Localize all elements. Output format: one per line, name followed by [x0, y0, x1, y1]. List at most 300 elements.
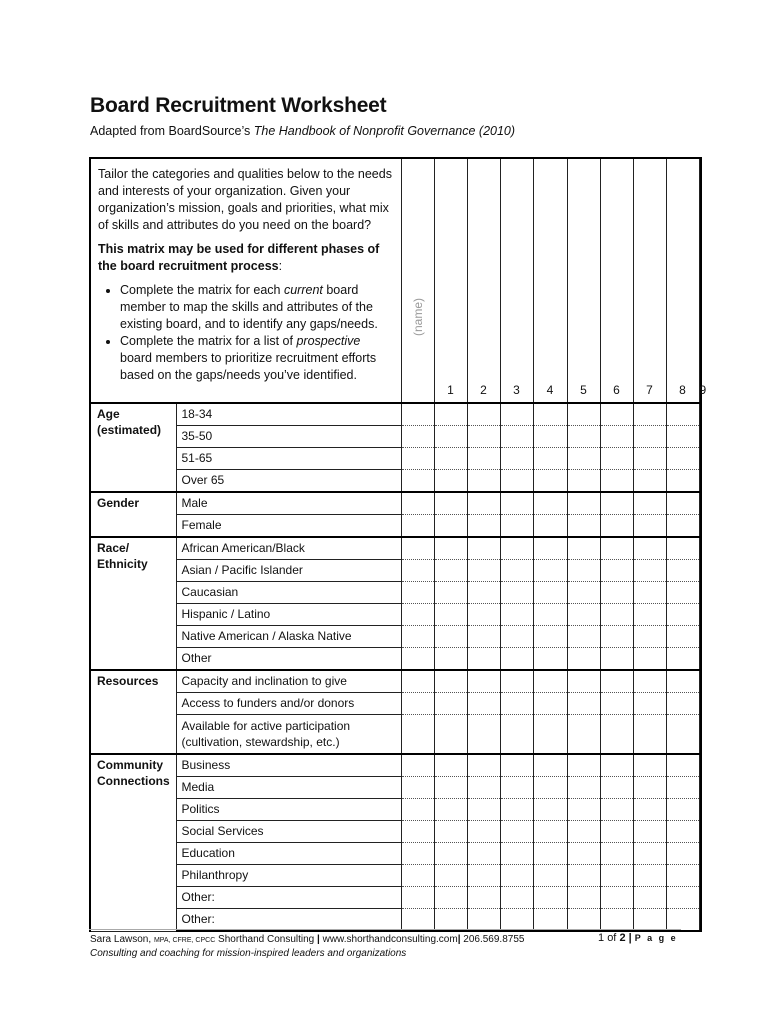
quality-label: Other:: [176, 887, 401, 909]
quality-label: Social Services: [176, 821, 401, 843]
matrix-cell[interactable]: [600, 821, 633, 843]
matrix-cell[interactable]: [533, 777, 567, 799]
quality-row: [90, 865, 701, 887]
matrix-cell[interactable]: [434, 799, 467, 821]
matrix-cell[interactable]: [401, 626, 434, 648]
matrix-cell[interactable]: [666, 754, 699, 777]
matrix-cell[interactable]: [401, 777, 434, 799]
matrix-cell[interactable]: [699, 754, 701, 777]
matrix-cell[interactable]: [600, 887, 633, 909]
bullet-text: Complete the matrix for each: [120, 283, 284, 297]
matrix-cell[interactable]: [434, 604, 467, 626]
matrix-cell[interactable]: [633, 626, 666, 648]
column-number: 6: [613, 383, 620, 397]
matrix-cell[interactable]: [699, 799, 701, 821]
matrix-cell[interactable]: [567, 887, 600, 909]
matrix-cell[interactable]: [600, 560, 633, 582]
matrix-cell[interactable]: [567, 448, 600, 470]
matrix-cell[interactable]: [666, 582, 699, 604]
category-label: [90, 670, 176, 754]
matrix-cell[interactable]: [699, 821, 701, 843]
quality-row: [90, 470, 701, 493]
matrix-cell[interactable]: [533, 626, 567, 648]
matrix-cell[interactable]: [467, 887, 500, 909]
matrix-cell[interactable]: [434, 426, 467, 448]
matrix-cell[interactable]: [666, 715, 699, 755]
matrix-cell[interactable]: [434, 670, 467, 693]
matrix-cell[interactable]: [401, 754, 434, 777]
matrix-cell[interactable]: [600, 403, 633, 426]
matrix-cell[interactable]: [500, 754, 533, 777]
matrix-cell[interactable]: [699, 515, 701, 538]
matrix-cell[interactable]: [401, 715, 434, 755]
matrix-cell[interactable]: [699, 470, 701, 493]
quality-row: [90, 693, 701, 715]
matrix-cell[interactable]: [434, 403, 467, 426]
matrix-cell[interactable]: [434, 560, 467, 582]
matrix-cell[interactable]: [500, 448, 533, 470]
matrix-cell[interactable]: [600, 670, 633, 693]
quality-row: [90, 777, 701, 799]
quality-label: African American/Black: [176, 537, 401, 560]
matrix-cell[interactable]: [434, 515, 467, 538]
page-word: P a g e: [634, 933, 678, 943]
quality-row: [90, 715, 701, 755]
matrix-cell[interactable]: [633, 821, 666, 843]
quality-row: [90, 843, 701, 865]
matrix-cell[interactable]: [567, 648, 600, 671]
recruitment-matrix: [89, 157, 707, 932]
matrix-cell[interactable]: [500, 799, 533, 821]
quality-row: [90, 648, 701, 671]
matrix-cell[interactable]: [500, 909, 533, 932]
member-column-header: [633, 158, 666, 403]
category-label-line: Ethnicity: [97, 557, 148, 571]
matrix-cell[interactable]: [500, 582, 533, 604]
matrix-cell[interactable]: [467, 909, 500, 932]
matrix-cell[interactable]: [500, 515, 533, 538]
matrix-cell[interactable]: [699, 560, 701, 582]
matrix-cell[interactable]: [567, 670, 600, 693]
quality-row: [90, 754, 701, 777]
matrix-cell[interactable]: [699, 670, 701, 693]
matrix-cell[interactable]: [401, 492, 434, 515]
matrix-cell[interactable]: [567, 604, 600, 626]
column-number: 4: [546, 383, 554, 397]
matrix-cell[interactable]: [467, 537, 500, 560]
footer-website: www.shorthandconsulting.com: [322, 934, 458, 945]
matrix-cell[interactable]: [567, 560, 600, 582]
matrix-cell[interactable]: [500, 715, 533, 755]
matrix-cell[interactable]: [500, 537, 533, 560]
matrix-cell[interactable]: [533, 799, 567, 821]
matrix-cell[interactable]: [666, 560, 699, 582]
matrix-cell[interactable]: [600, 537, 633, 560]
matrix-cell[interactable]: [500, 626, 533, 648]
matrix-cell[interactable]: [699, 426, 701, 448]
matrix-cell[interactable]: [434, 821, 467, 843]
matrix-cell[interactable]: [633, 777, 666, 799]
matrix-cell[interactable]: [533, 403, 567, 426]
matrix-cell[interactable]: [467, 777, 500, 799]
intro-paragraph: Tailor the categories and qualities below to the needs and interests of your organization. Given your organization’s mission, goals and priorities, what mix of skills and attributes do you need on the board?: [98, 167, 392, 232]
matrix-cell[interactable]: [666, 537, 699, 560]
matrix-cell[interactable]: [467, 754, 500, 777]
matrix-cell[interactable]: [666, 470, 699, 493]
matrix-cell[interactable]: [533, 648, 567, 671]
matrix-cell[interactable]: [567, 799, 600, 821]
quality-label: Access to funders and/or donors: [176, 693, 401, 715]
matrix-header-row: [90, 158, 701, 403]
matrix-cell[interactable]: [500, 777, 533, 799]
matrix-cell[interactable]: [434, 626, 467, 648]
matrix-cell[interactable]: [434, 887, 467, 909]
footer-separator: |: [457, 934, 461, 945]
matrix-cell[interactable]: [567, 626, 600, 648]
matrix-cell[interactable]: [633, 670, 666, 693]
matrix-cell[interactable]: [500, 403, 533, 426]
matrix-cell[interactable]: [567, 693, 600, 715]
matrix-cell[interactable]: [666, 693, 699, 715]
matrix-cell[interactable]: [401, 582, 434, 604]
intro-bullet-prospective: [120, 333, 395, 384]
matrix-cell[interactable]: [467, 448, 500, 470]
matrix-cell[interactable]: [500, 843, 533, 865]
quality-label: 18-34: [176, 403, 401, 426]
matrix-cell[interactable]: [567, 537, 600, 560]
matrix-cell[interactable]: [467, 492, 500, 515]
matrix-cell[interactable]: [633, 426, 666, 448]
quality-label: 35-50: [176, 426, 401, 448]
matrix-cell[interactable]: [500, 865, 533, 887]
matrix-cell[interactable]: [533, 492, 567, 515]
matrix-cell[interactable]: [699, 448, 701, 470]
quality-row: [90, 448, 701, 470]
matrix-cell[interactable]: [567, 843, 600, 865]
matrix-cell[interactable]: [401, 648, 434, 671]
matrix-cell[interactable]: [401, 909, 434, 932]
matrix-cell[interactable]: [401, 799, 434, 821]
matrix-cell[interactable]: [600, 693, 633, 715]
matrix-cell[interactable]: [533, 537, 567, 560]
matrix-cell[interactable]: [467, 515, 500, 538]
matrix-cell[interactable]: [467, 560, 500, 582]
quality-row: [90, 821, 701, 843]
matrix-cell[interactable]: [500, 426, 533, 448]
matrix-cell[interactable]: [434, 715, 467, 755]
matrix-cell[interactable]: [467, 715, 500, 755]
matrix-cell[interactable]: [401, 865, 434, 887]
matrix-cell[interactable]: [500, 560, 533, 582]
category-label-line: Resources: [97, 674, 159, 688]
matrix-cell[interactable]: [600, 604, 633, 626]
matrix-cell[interactable]: [567, 492, 600, 515]
matrix-cell[interactable]: [600, 582, 633, 604]
matrix-cell[interactable]: [633, 515, 666, 538]
matrix-cell[interactable]: [533, 470, 567, 493]
matrix-cell[interactable]: [666, 426, 699, 448]
matrix-cell[interactable]: [600, 426, 633, 448]
column-number: 5: [580, 383, 587, 397]
document-title: Board Recruitment Worksheet: [90, 94, 387, 117]
member-column-header: [467, 158, 500, 403]
matrix-cell[interactable]: [699, 777, 701, 799]
quality-row: [90, 604, 701, 626]
matrix-cell[interactable]: [633, 909, 666, 932]
matrix-cell[interactable]: [699, 693, 701, 715]
matrix-cell[interactable]: [666, 821, 699, 843]
quality-label: Education: [176, 843, 401, 865]
matrix-cell[interactable]: [666, 843, 699, 865]
matrix-cell[interactable]: [699, 865, 701, 887]
matrix-cell[interactable]: [434, 492, 467, 515]
matrix-cell[interactable]: [533, 515, 567, 538]
matrix-cell[interactable]: [567, 909, 600, 932]
matrix-cell[interactable]: [500, 887, 533, 909]
matrix-cell[interactable]: [699, 648, 701, 671]
matrix-cell[interactable]: [633, 560, 666, 582]
quality-row: [90, 537, 701, 560]
matrix-cell[interactable]: [467, 799, 500, 821]
matrix-cell[interactable]: [467, 670, 500, 693]
matrix-cell[interactable]: [633, 604, 666, 626]
matrix-cell[interactable]: [567, 777, 600, 799]
matrix-cell[interactable]: [633, 754, 666, 777]
matrix-cell[interactable]: [500, 470, 533, 493]
matrix-cell[interactable]: [633, 470, 666, 493]
matrix-cell[interactable]: [600, 626, 633, 648]
matrix-cell[interactable]: [401, 604, 434, 626]
matrix-cell[interactable]: [699, 492, 701, 515]
matrix-cell[interactable]: [633, 403, 666, 426]
quality-label: Asian / Pacific Islander: [176, 560, 401, 582]
quality-label-line: Available for active participation: [181, 719, 351, 733]
matrix-cell[interactable]: [666, 909, 699, 932]
matrix-cell[interactable]: [467, 403, 500, 426]
matrix-cell[interactable]: [500, 604, 533, 626]
matrix-cell[interactable]: [633, 492, 666, 515]
matrix-cell[interactable]: [434, 537, 467, 560]
matrix-cell[interactable]: [699, 582, 701, 604]
category-label: [90, 492, 176, 537]
matrix-cell[interactable]: [633, 715, 666, 755]
matrix-cell[interactable]: [533, 693, 567, 715]
matrix-cell[interactable]: [699, 715, 701, 755]
matrix-cell[interactable]: [401, 403, 434, 426]
matrix-cell[interactable]: [633, 693, 666, 715]
matrix-cell[interactable]: [401, 670, 434, 693]
matrix-cell[interactable]: [600, 448, 633, 470]
matrix-cell[interactable]: [600, 715, 633, 755]
subtitle-book-title: The Handbook of Nonprofit Governance (2010): [253, 124, 516, 138]
matrix-cell[interactable]: [500, 670, 533, 693]
matrix-cell[interactable]: [533, 909, 567, 932]
member-column-header: [533, 158, 567, 403]
matrix-cell[interactable]: [567, 715, 600, 755]
matrix-cell[interactable]: [434, 843, 467, 865]
matrix-cell[interactable]: [533, 670, 567, 693]
matrix-cell[interactable]: [633, 648, 666, 671]
matrix-cell[interactable]: [633, 887, 666, 909]
matrix-cell[interactable]: [467, 821, 500, 843]
matrix-cell[interactable]: [567, 582, 600, 604]
matrix-cell[interactable]: [434, 470, 467, 493]
matrix-cell[interactable]: [633, 799, 666, 821]
matrix-cell[interactable]: [533, 865, 567, 887]
matrix-cell[interactable]: [600, 909, 633, 932]
intro-phases-colon: :: [278, 259, 283, 273]
matrix-cell[interactable]: [401, 426, 434, 448]
column-number: 3: [513, 383, 520, 397]
matrix-cell[interactable]: [567, 754, 600, 777]
matrix-cell[interactable]: [467, 693, 500, 715]
matrix-cell[interactable]: [500, 492, 533, 515]
matrix-cell[interactable]: [467, 426, 500, 448]
quality-row: [90, 515, 701, 538]
matrix-cell[interactable]: [467, 470, 500, 493]
footer-credits: [90, 933, 524, 948]
matrix-cell[interactable]: [600, 492, 633, 515]
page-number: [598, 932, 678, 944]
matrix-cell[interactable]: [533, 426, 567, 448]
matrix-cell[interactable]: [633, 865, 666, 887]
matrix-cell[interactable]: [600, 470, 633, 493]
matrix-cell[interactable]: [633, 582, 666, 604]
matrix-cell[interactable]: [533, 843, 567, 865]
category-label: [90, 754, 176, 931]
matrix-cell[interactable]: [633, 448, 666, 470]
matrix-cell[interactable]: [666, 777, 699, 799]
matrix-cell[interactable]: [666, 799, 699, 821]
matrix-cell[interactable]: [401, 560, 434, 582]
matrix-cell[interactable]: [666, 648, 699, 671]
matrix-cell[interactable]: [600, 648, 633, 671]
category-label: [90, 537, 176, 670]
member-column-header: [500, 158, 533, 403]
page-of: of: [607, 932, 617, 944]
matrix-cell[interactable]: [600, 799, 633, 821]
matrix-cell[interactable]: [434, 693, 467, 715]
matrix-cell[interactable]: [666, 626, 699, 648]
name-column-header: [401, 158, 434, 403]
category-label-line: (estimated): [97, 423, 162, 437]
matrix-cell[interactable]: [434, 865, 467, 887]
matrix-cell[interactable]: [533, 754, 567, 777]
matrix-cell[interactable]: [533, 604, 567, 626]
matrix-cell[interactable]: [401, 470, 434, 493]
matrix-cell[interactable]: [533, 448, 567, 470]
matrix-cell[interactable]: [533, 560, 567, 582]
footer-separator: |: [317, 934, 320, 945]
matrix-cell[interactable]: [434, 909, 467, 932]
matrix-cell[interactable]: [600, 515, 633, 538]
matrix-cell[interactable]: [401, 537, 434, 560]
matrix-cell[interactable]: [567, 515, 600, 538]
matrix-cell[interactable]: [500, 821, 533, 843]
matrix-cell[interactable]: [467, 582, 500, 604]
matrix-cell[interactable]: [401, 515, 434, 538]
matrix-cell[interactable]: [434, 754, 467, 777]
matrix-cell[interactable]: [600, 754, 633, 777]
category-label-line: Gender: [97, 496, 140, 510]
quality-label: 51-65: [176, 448, 401, 470]
matrix-cell[interactable]: [633, 537, 666, 560]
matrix-cell[interactable]: [666, 403, 699, 426]
quality-label-line: (cultivation, stewardship, etc.): [181, 735, 340, 749]
footer-company: Shorthand Consulting: [218, 934, 315, 945]
matrix-cell[interactable]: [434, 582, 467, 604]
matrix-cell[interactable]: [699, 909, 701, 932]
page-separator: |: [628, 932, 632, 944]
matrix-cell[interactable]: [567, 403, 600, 426]
quality-row: [90, 582, 701, 604]
matrix-cell[interactable]: [666, 448, 699, 470]
matrix-cell[interactable]: [467, 843, 500, 865]
matrix-cell[interactable]: [699, 604, 701, 626]
matrix-cell[interactable]: [666, 492, 699, 515]
matrix-cell[interactable]: [401, 843, 434, 865]
matrix-cell[interactable]: [666, 604, 699, 626]
matrix-cell[interactable]: [600, 865, 633, 887]
matrix-cell[interactable]: [699, 626, 701, 648]
matrix-cell[interactable]: [434, 448, 467, 470]
category-label-line: Age: [97, 407, 120, 421]
matrix-cell[interactable]: [401, 448, 434, 470]
matrix-cell[interactable]: [699, 537, 701, 560]
member-column-header: 9: [699, 158, 701, 403]
column-number: 2: [480, 383, 487, 397]
document-subtitle: [90, 124, 515, 138]
matrix-cell[interactable]: [699, 843, 701, 865]
matrix-cell[interactable]: [434, 777, 467, 799]
matrix-cell[interactable]: [666, 670, 699, 693]
matrix-cell[interactable]: [401, 821, 434, 843]
matrix-cell[interactable]: [666, 887, 699, 909]
matrix-cell[interactable]: [401, 693, 434, 715]
matrix-cell[interactable]: [600, 843, 633, 865]
matrix-cell[interactable]: [567, 821, 600, 843]
matrix-cell[interactable]: [533, 715, 567, 755]
matrix-cell[interactable]: [533, 582, 567, 604]
member-column-header: [434, 158, 467, 403]
matrix-cell[interactable]: [401, 887, 434, 909]
matrix-cell[interactable]: [699, 887, 701, 909]
quality-label: Other:: [176, 909, 401, 932]
matrix-cell[interactable]: [500, 693, 533, 715]
matrix-cell[interactable]: [567, 470, 600, 493]
matrix-cell[interactable]: [600, 777, 633, 799]
matrix-cell[interactable]: [500, 648, 533, 671]
matrix-cell[interactable]: [633, 843, 666, 865]
matrix-cell[interactable]: [467, 648, 500, 671]
matrix-cell[interactable]: [533, 821, 567, 843]
intro-bullet-current: [120, 282, 395, 333]
footer-credentials: MPA, CFRE, CPCC: [153, 937, 216, 944]
matrix-cell[interactable]: [567, 426, 600, 448]
matrix-cell[interactable]: [467, 604, 500, 626]
matrix-cell[interactable]: [699, 403, 701, 426]
quality-row: [90, 670, 701, 693]
quality-label: Caucasian: [176, 582, 401, 604]
matrix-cell[interactable]: [567, 865, 600, 887]
matrix-cell[interactable]: [533, 887, 567, 909]
matrix-cell[interactable]: [467, 865, 500, 887]
matrix-cell[interactable]: [434, 648, 467, 671]
matrix-cell[interactable]: [467, 626, 500, 648]
matrix-cell[interactable]: [666, 865, 699, 887]
intro-bullet-list: [98, 282, 395, 384]
matrix-cell[interactable]: [666, 515, 699, 538]
